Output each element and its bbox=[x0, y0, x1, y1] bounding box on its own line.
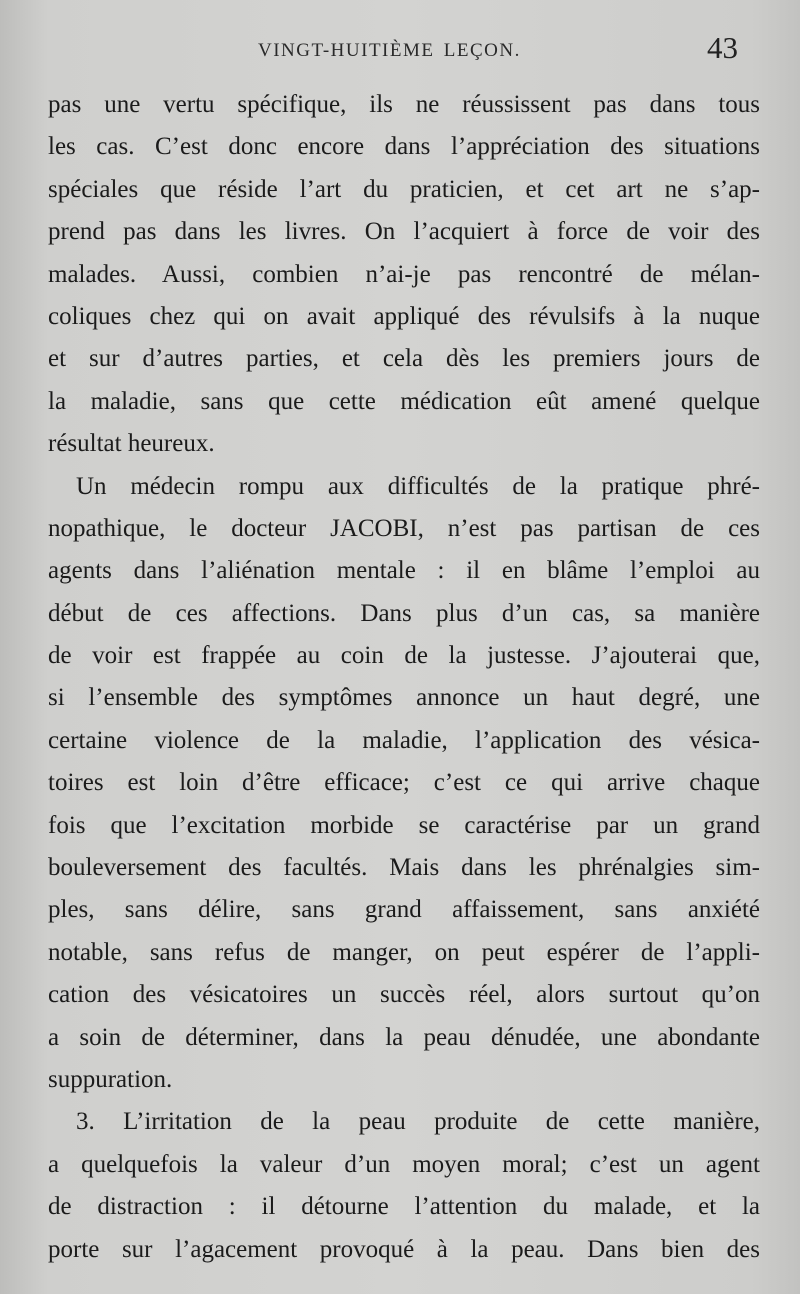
text-line: prend pas dans les livres. On l’acquiert à force de voir des bbox=[48, 218, 760, 246]
text-line: certaine violence de la maladie, l’application des vésica- bbox=[48, 726, 760, 754]
text-line: début de ces affections. Dans plus d’un cas, sa manière bbox=[48, 599, 760, 627]
page-number: 43 bbox=[707, 30, 738, 65]
text-line: toires est loin d’être efficace; c’est ce qui arrive chaque bbox=[48, 769, 760, 797]
text-line: nopathique, le docteur JACOBI, n’est pas partisan de ces bbox=[48, 514, 760, 542]
text-line: bouleversement des facultés. Mais dans les phrénalgies sim- bbox=[48, 854, 760, 882]
text-line: les cas. C’est donc encore dans l’appréciation des situations bbox=[48, 133, 760, 161]
text-line: si l’ensemble des symptômes annonce un haut degré, une bbox=[48, 684, 760, 712]
running-head: VINGT-HUITIÈME LEÇON. bbox=[258, 40, 521, 61]
paragraph-end-line: résultat heureux. bbox=[48, 430, 215, 458]
text-line: cation des vésicatoires un succès réel, alors surtout qu’on bbox=[48, 981, 760, 1009]
text-line: spéciales que réside l’art du praticien, et cet art ne s’ap- bbox=[48, 175, 760, 203]
text-line: ples, sans délire, sans grand affaissement, sans anxiété bbox=[48, 896, 760, 924]
text-line: porte sur l’agacement provoqué à la peau. Dans bien des bbox=[48, 1235, 760, 1263]
paragraph-end-line: suppuration. bbox=[48, 1065, 173, 1093]
text-line: de voir est frappée au coin de la justesse. J’ajouterai que, bbox=[48, 642, 760, 670]
text-line: la maladie, sans que cette médication eût amené quelque bbox=[48, 387, 760, 415]
paragraph-start-line: 3. L’irritation de la peau produite de cette manière, bbox=[76, 1108, 760, 1136]
paragraph-start-line: Un médecin rompu aux difficultés de la pratique phré- bbox=[76, 472, 760, 500]
text-line: et sur d’autres parties, et cela dès les premiers jours de bbox=[48, 345, 760, 373]
text-line: fois que l’excitation morbide se caractérise par un grand bbox=[48, 811, 760, 839]
body-text bbox=[48, 84, 760, 1271]
text-line: pas une vertu spécifique, ils ne réussissent pas dans tous bbox=[48, 91, 760, 118]
text-line: notable, sans refus de manger, on peut espérer de l’appli- bbox=[48, 938, 760, 966]
text-line: a quelquefois la valeur d’un moyen moral; c’est un agent bbox=[48, 1150, 760, 1178]
text-line: de distraction : il détourne l’attention du malade, et la bbox=[48, 1193, 760, 1221]
text-line: malades. Aussi, combien n’ai-je pas rencontré de mélan- bbox=[48, 260, 760, 288]
text-line: a soin de déterminer, dans la peau dénudée, une abondante bbox=[48, 1023, 760, 1051]
text-line: agents dans l’aliénation mentale : il en blâme l’emploi au bbox=[48, 557, 760, 585]
text-line: coliques chez qui on avait appliqué des révulsifs à la nuque bbox=[48, 302, 760, 330]
